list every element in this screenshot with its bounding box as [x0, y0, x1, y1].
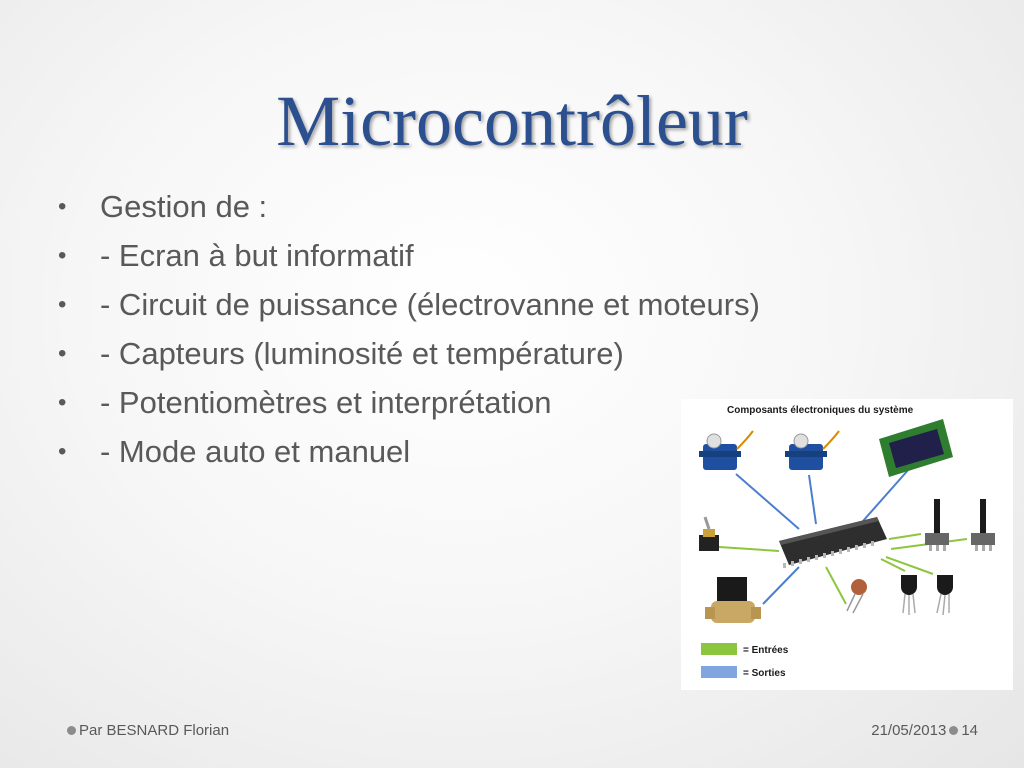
bullet-icon: •	[58, 291, 67, 318]
bullet-list	[58, 185, 760, 479]
bullet-text: - Circuit de puissance (électrovanne et moteurs)	[100, 287, 760, 322]
servo-motor-icon	[699, 431, 753, 470]
bullet-item	[58, 283, 760, 332]
bullet-text: Gestion de :	[100, 189, 268, 224]
bullet-item	[58, 185, 760, 234]
temperature-sensor-icon	[937, 575, 953, 615]
footer-author	[64, 722, 229, 739]
photoresistor-icon	[847, 579, 867, 613]
bullet-item	[58, 381, 760, 430]
lcd-screen-icon	[879, 419, 953, 477]
slide-title: Microcontrôleur	[276, 81, 748, 161]
bullet-text: - Potentiomètres et interprétation	[100, 385, 552, 420]
bullet-icon: •	[58, 438, 67, 465]
output-line	[863, 469, 909, 521]
temperature-sensor-icon	[901, 575, 917, 615]
output-line	[809, 475, 816, 524]
input-line	[826, 567, 846, 604]
input-line	[889, 534, 921, 539]
toggle-switch-icon	[699, 517, 719, 551]
output-line	[736, 474, 799, 529]
bullet-icon: •	[58, 389, 67, 416]
legend-swatch-inputs	[701, 643, 737, 655]
output-line	[763, 567, 799, 604]
potentiometer-icon	[925, 499, 949, 551]
components-diagram-svg	[681, 399, 1013, 690]
bullet-text: - Capteurs (luminosité et température)	[100, 336, 624, 371]
input-line	[881, 559, 905, 571]
bullet-item	[58, 430, 760, 479]
input-line	[719, 547, 779, 551]
legend-swatch-outputs	[701, 666, 737, 678]
footer-author-text: Par BESNARD Florian	[79, 722, 230, 739]
solenoid-valve-icon	[705, 577, 761, 623]
bullet-text: - Ecran à but informatif	[100, 238, 414, 273]
potentiometer-icon	[971, 499, 995, 551]
bullet-item	[58, 332, 760, 381]
bullet-icon: •	[58, 340, 67, 367]
diagram-heading: Composants électroniques du système	[727, 405, 914, 416]
legend-label-inputs: = Entrées	[743, 645, 789, 656]
page-number: 14	[961, 722, 978, 739]
footer-dot-icon	[67, 726, 76, 735]
bullet-item	[58, 234, 760, 283]
footer-dot-icon	[949, 726, 958, 735]
footer-date-page	[871, 722, 978, 739]
bullet-text: - Mode auto et manuel	[100, 434, 411, 469]
bullet-icon: •	[58, 242, 67, 269]
legend-label-outputs: = Sorties	[743, 668, 786, 679]
components-diagram	[681, 399, 1013, 690]
servo-motor-icon	[785, 431, 839, 470]
footer-date: 21/05/2013	[871, 722, 947, 739]
bullet-icon: •	[58, 193, 67, 220]
